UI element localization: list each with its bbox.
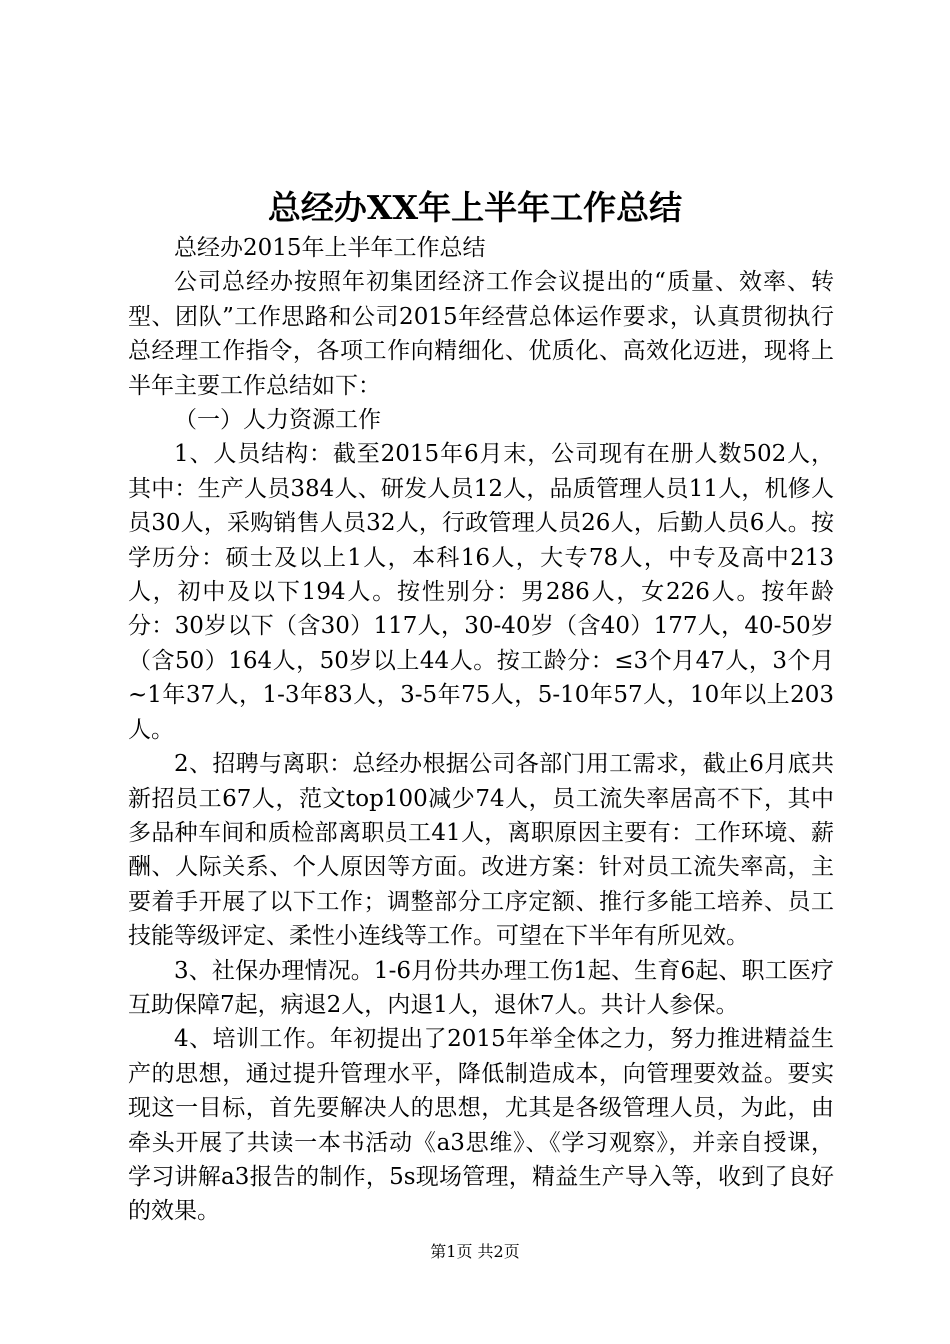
document-title: 总经办XX年上半年工作总结 (267, 188, 683, 227)
page-footer: 第1页 共2页 (430, 1242, 520, 1261)
social-insurance-paragraph: 3、社保办理情况。1-6月份共办理工伤1起、生育6起、职工医疗互助保障7起，病退2人，内退1人，退休7人。共计人参保。 (128, 957, 834, 1018)
intro-paragraph: 公司总经办按照年初集团经济工作会议提出的“质量、效率、转型、团队”工作思路和公司2015年经营总体运作要求，认真贯彻执行总经理工作指令，各项工作向精细化、优质化、高效化迈进，现将上半年主要工作总结如下： (128, 269, 834, 399)
subtitle-paragraph: 总经办2015年上半年工作总结 (174, 235, 486, 261)
training-paragraph: 4、培训工作。年初提出了2015年举全体之力，努力推进精益生产的思想，通过提升管理水平，降低制造成本，向管理要效益。要实现这一目标，首先要解决人的思想，尤其是各级管理人员，为此，由牵头开展了共读一本书活动《a3思维》、《学习观察》，并亲自授课，学习讲解a3报告的制作，5s现场管理，精益生产导入等，收到了良好的效果。 (128, 1026, 834, 1225)
recruitment-paragraph: 2、招聘与离职：总经办根据公司各部门用工需求，截止6月底共新招员工67人，范文top100减少74人，员工流失率居高不下，其中多品种车间和质检部离职员工41人，离职原因主要有：工作环境、薪酬、人际关系、个人原因等方面。改进方案：针对员工流失率高，主要着手开展了以下工作；调整部分工序定额、推行多能工培养、员工技能等级评定、柔性小连线等工作。可望在下半年有所见效。 (128, 751, 834, 950)
section-heading-hr: （一）人力资源工作 (174, 407, 381, 434)
staff-structure-paragraph: 1、人员结构：截至2015年6月末，公司现有在册人数502人，其中：生产人员384人、研发人员12人，品质管理人员11人，机修人员30人，采购销售人员32人，行政管理人员26人，后勤人员6人。按学历分：硕士及以上1人，本科16人，大专78人，中专及高中213人，初中及以下194人。按性别分：男286人，女226人。按年龄分：30岁以下（含30）117人，30-40岁（含40）177人，40-50岁（含50）164人，50岁以上44人。按工龄分：≤3个月47人，3个月~1年37人，1-3年83人，3-5年75人，5-10年57人，10年以上203人。 (128, 441, 834, 743)
document-body (128, 231, 834, 1229)
